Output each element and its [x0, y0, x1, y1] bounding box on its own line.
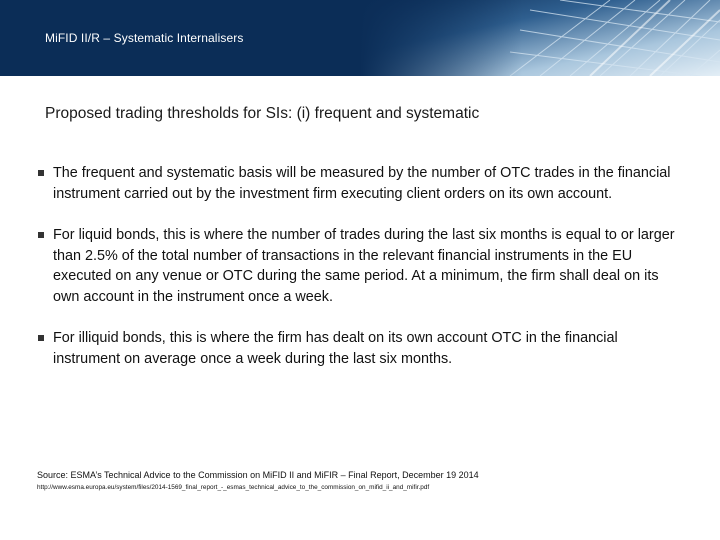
- slide-subtitle: Proposed trading thresholds for SIs: (i) frequent and systematic: [45, 105, 480, 122]
- square-bullet-icon: [38, 335, 44, 341]
- header-bar: [0, 0, 720, 76]
- bullet-text: For illiquid bonds, this is where the firm has dealt on its own account OTC in the financial instrument on average once a week during the last six months.: [53, 330, 618, 367]
- bullet-item: [38, 328, 678, 369]
- building-facade-image: [360, 0, 720, 76]
- bullet-item: [38, 225, 678, 307]
- bullet-text: The frequent and systematic basis will be measured by the number of OTC trades in the financial instrument carried out by the investment firm executing client orders on its own account.: [53, 165, 671, 202]
- source-citation: Source: ESMA’s Technical Advice to the Commission on MiFID II and MiFIR – Final Report, December 19 2014: [37, 470, 479, 480]
- square-bullet-icon: [38, 232, 44, 238]
- bullet-list: [38, 163, 678, 369]
- bullet-item: [38, 163, 678, 204]
- square-bullet-icon: [38, 170, 44, 176]
- source-url-link[interactable]: http://www.esma.europa.eu/system/files/2014-1569_final_report_-_esmas_technical_advice_to_the_commission_on_mifid_ii_and_mifir.pdf: [37, 484, 430, 491]
- slide-header-title: MiFID II/R – Systematic Internalisers: [45, 31, 244, 45]
- bullet-text: For liquid bonds, this is where the number of trades during the last six months is equal to or larger than 2.5% of the total number of transactions in the relevant financial instruments in the EU executed on any venue or OTC during the same period. At a minimum, the firm shall deal on its own account in the instrument once a week.: [53, 227, 675, 305]
